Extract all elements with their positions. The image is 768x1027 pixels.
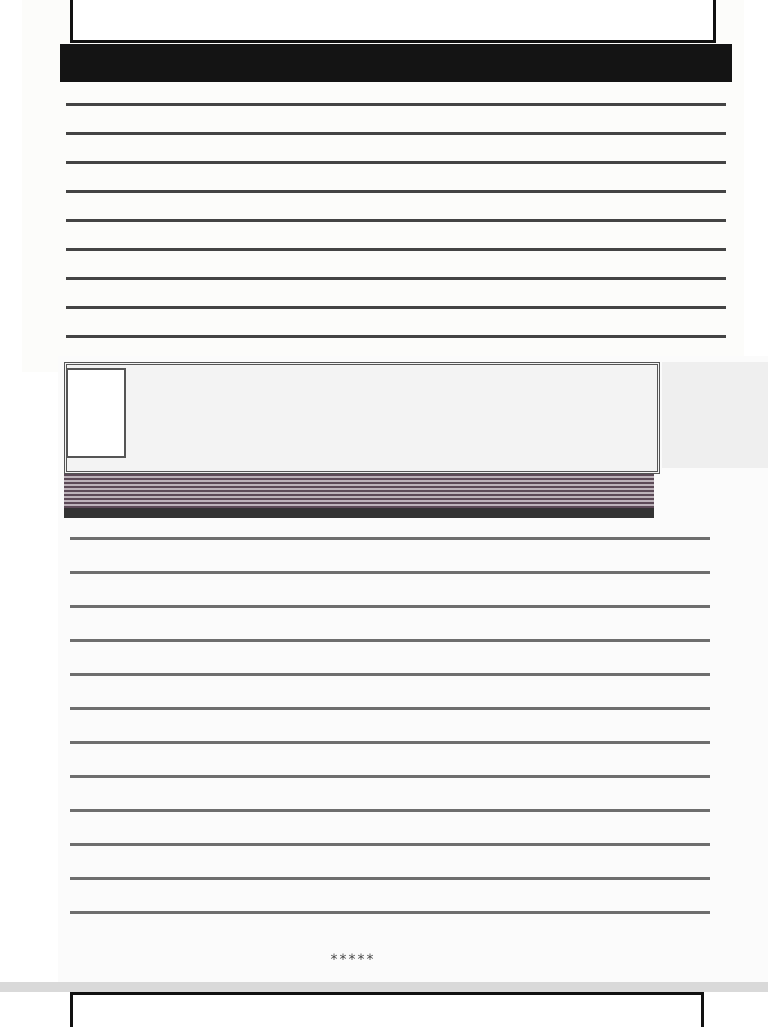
faded-column-edge xyxy=(662,362,768,468)
page-fold-shadow xyxy=(0,982,768,992)
clipping-masthead-headline xyxy=(64,362,660,474)
clipping-headline xyxy=(70,0,716,43)
newspaper-clipping-top xyxy=(22,0,744,372)
bottom-clipping-headline xyxy=(70,992,704,1027)
summary-band xyxy=(64,474,654,508)
section-tag xyxy=(66,368,126,458)
end-of-article-stars: ***** xyxy=(330,952,376,968)
clipping-body-text xyxy=(66,92,726,366)
newspaper-clipping-middle xyxy=(58,356,768,982)
band-divider xyxy=(64,508,654,518)
clipping-subheadline-bar xyxy=(60,44,732,82)
clipping-body-text xyxy=(70,524,710,924)
